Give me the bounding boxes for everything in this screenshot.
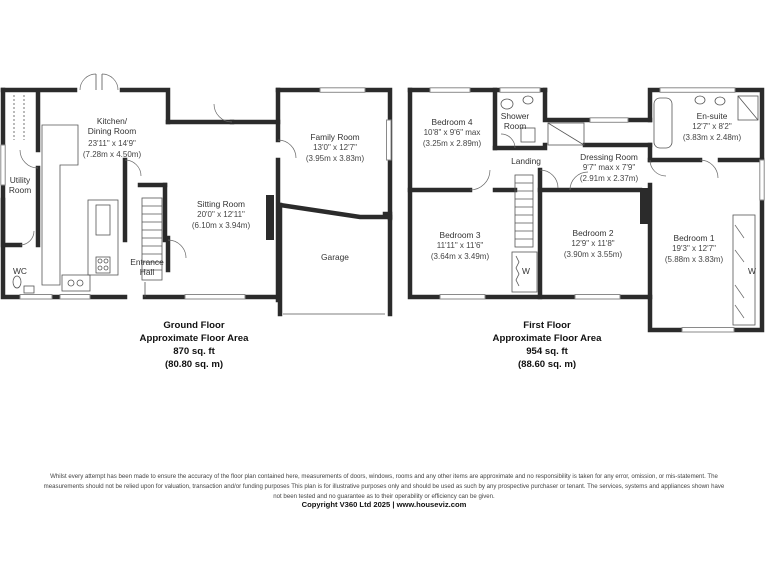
room-dims-bedroom3: 11'11" x 11'6" (436, 241, 484, 250)
room-name-bedroom1: Bedroom 1 (673, 233, 715, 243)
ground-floor-caption-title: Ground Floor (163, 320, 225, 331)
room-dims-sitting: 20'0" x 12'11" (197, 210, 245, 219)
first-floor-caption-sqft: 954 sq. ft (526, 346, 568, 357)
room-name-bedroom2: Bedroom 2 (572, 228, 614, 238)
room-name-dressing: Dressing Room (580, 152, 638, 162)
room-dims-bedroom2: 12'9" x 11'8" (571, 239, 615, 248)
first-floor-caption-sqm: (88.60 sq. m) (517, 359, 577, 370)
room-metric-ensuite: (3.83m x 2.48m) (682, 133, 742, 142)
room-name-family: Family Room (310, 132, 360, 142)
first-floor-stairs (515, 175, 533, 247)
room-name-garage: Garage (321, 252, 349, 262)
room-name-ensuite: En-suite (696, 111, 728, 121)
room-metric-bedroom1: (5.88m x 3.83m) (664, 255, 724, 264)
room-name-kitchen: Kitchen/ Dining Room (87, 116, 137, 136)
room-name-bedroom4: Bedroom 4 (431, 117, 473, 127)
room-name-landing: Landing (511, 156, 541, 166)
ground-floor-caption-sqm: (80.80 sq. m) (164, 359, 224, 370)
copyright-text: Copyright V360 Ltd 2025 | www.houseviz.com (301, 500, 467, 509)
ground-floor-caption-sqft: 870 sq. ft (173, 346, 215, 357)
room-metric-sitting: (6.10m x 3.94m) (191, 221, 251, 230)
room-metric-kitchen: (7.28m x 4.50m) (82, 150, 142, 159)
room-name-bedroom3: Bedroom 3 (439, 230, 481, 240)
room-dims-kitchen: 23'11" x 14'9" (88, 139, 136, 148)
room-metric-dressing: (2.91m x 2.37m) (579, 174, 639, 183)
first-floor-caption-title: First Floor (523, 320, 571, 331)
room-metric-family: (3.95m x 3.83m) (305, 154, 365, 163)
floor-captions (140, 320, 603, 370)
first-floor-caption-subtitle: Approximate Floor Area (492, 333, 602, 344)
room-dims-bedroom1: 19'3" x 12'7" (672, 244, 716, 253)
wardrobe-label-bedroom1: W (748, 266, 756, 276)
room-name-utility: Utility Room (8, 175, 32, 195)
room-dims-bedroom4: 10'8" x 9'6" max (423, 128, 481, 137)
room-name-entrance: Entrance Hall (130, 257, 164, 277)
ground-floor-plan (1, 74, 391, 314)
room-metric-bedroom2: (3.90m x 3.55m) (563, 250, 623, 259)
room-metric-bedroom3: (3.64m x 3.49m) (430, 252, 490, 261)
room-name-shower: Shower Room (500, 111, 530, 131)
room-name-wc: WC (13, 266, 27, 276)
wardrobe-label-landing: W (522, 266, 530, 276)
room-name-sitting: Sitting Room (197, 199, 245, 209)
room-dims-ensuite: 12'7" x 8'2" (692, 122, 732, 131)
ground-floor-caption-subtitle: Approximate Floor Area (139, 333, 249, 344)
room-dims-dressing: 9'7" max x 7'9" (582, 163, 636, 172)
room-metric-bedroom4: (3.25m x 2.89m) (422, 139, 482, 148)
room-dims-family: 13'0" x 12'7" (313, 143, 357, 152)
disclaimer-text: Whilst every attempt has been made to ensure the accuracy of the floor plan contained here, measurements of doors, windows, rooms and any other items are approximate and no responsibility is taken for any error, omission, or mis-statement. The measurements should not be relied upon for valuation, transaction and/or funding purposes This plan is for illustrative purposes only and should be used as such by any prospective purchaser or tenant. The services, systems and appliances shown have not been tested and no guarantee as to their operability or efficiency can be given. (43, 473, 725, 500)
